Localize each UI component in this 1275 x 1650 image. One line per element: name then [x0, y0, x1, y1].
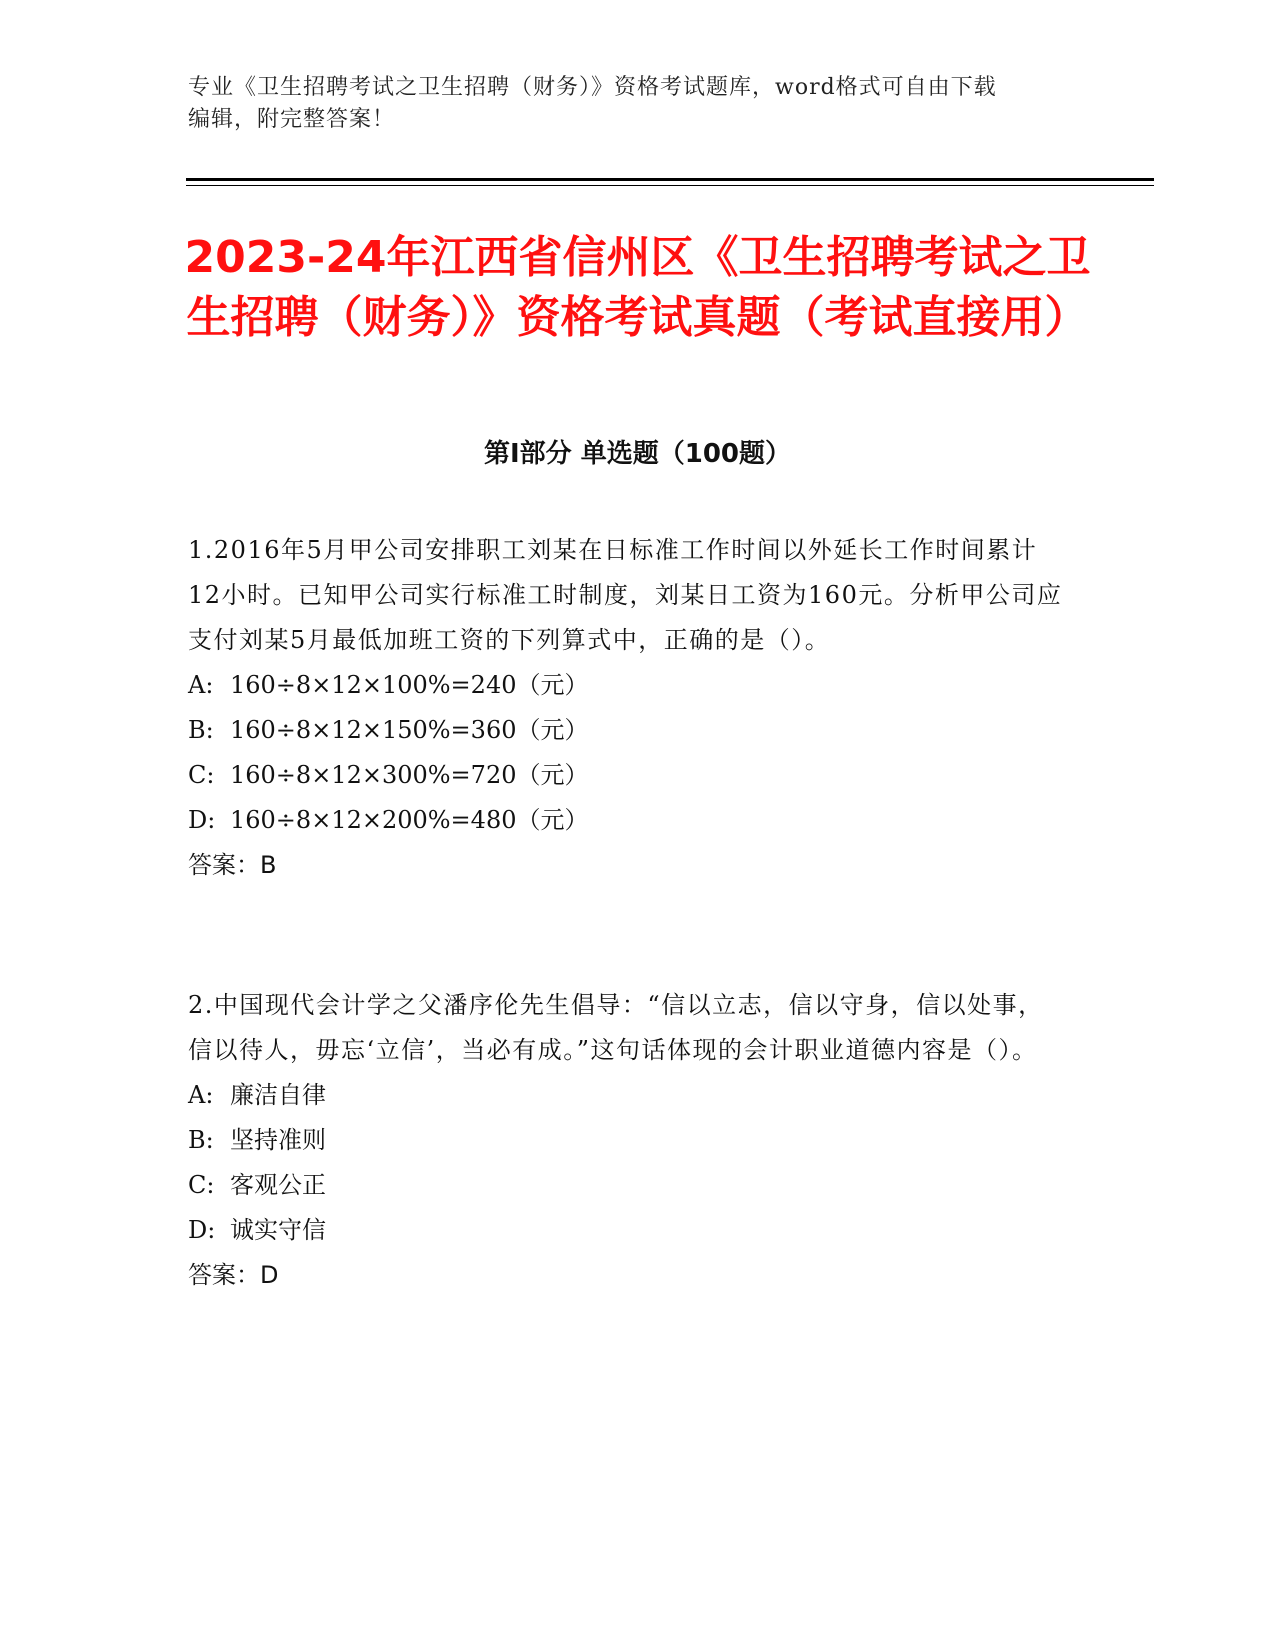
option-a — [188, 1073, 1068, 1118]
header-note-line-1: 专业《卫生招聘考试之卫生招聘（财务）》资格考试题库，word格式可自由下载 — [188, 75, 997, 100]
option-b — [188, 708, 1068, 753]
document-title: 2023-24年江西省信州区《卫生招聘考试之卫生招聘（财务）》资格考试真题（考试直接用） — [184, 232, 1091, 343]
option-letter: B: — [188, 1126, 214, 1154]
section-heading: 第I部分 单选题（100题） — [484, 439, 791, 469]
option-text: 廉洁自律 — [230, 1081, 326, 1109]
option-letter: A: — [188, 671, 214, 699]
option-d — [188, 798, 1068, 843]
option-c — [188, 1163, 1068, 1208]
header-note — [188, 72, 1088, 136]
option-b — [188, 1118, 1068, 1163]
option-list — [188, 1073, 1068, 1253]
option-letter: D: — [188, 806, 216, 834]
option-letter: C: — [188, 761, 215, 789]
option-text: 诚实守信 — [230, 1216, 326, 1244]
header-divider-thick — [186, 178, 1154, 181]
answer-line: 答案：B — [188, 851, 277, 879]
option-text: 160÷8×12×300%=720（元） — [230, 761, 589, 789]
option-letter: C: — [188, 1171, 215, 1199]
question-1 — [188, 528, 1068, 888]
question-2 — [188, 983, 1068, 1298]
header-note-line-2: 编辑，附完整答案！ — [188, 107, 396, 132]
option-d — [188, 1208, 1068, 1253]
option-letter: D: — [188, 1216, 216, 1244]
question-stem: 2.中国现代会计学之父潘序伦先生倡导：“信以立志，信以守身，信以处事，信以待人，毋忘‘立信’，当必有成。”这句话体现的会计职业道德内容是（）。 — [188, 991, 1044, 1064]
option-a — [188, 663, 1068, 708]
option-list — [188, 663, 1068, 843]
option-letter: B: — [188, 716, 214, 744]
question-stem: 1.2016年5月甲公司安排职工刘某在日标准工作时间以外延长工作时间累计12小时。已知甲公司实行标准工时制度，刘某日工资为160元。分析甲公司应支付刘某5月最低加班工资的下列算式中，正确的是（）。 — [188, 536, 1063, 654]
option-letter: A: — [188, 1081, 214, 1109]
option-c — [188, 753, 1068, 798]
option-text: 160÷8×12×100%=240（元） — [230, 671, 589, 699]
option-text: 客观公正 — [230, 1171, 326, 1199]
option-text: 坚持准则 — [230, 1126, 326, 1154]
option-text: 160÷8×12×150%=360（元） — [230, 716, 589, 744]
answer-line: 答案：D — [188, 1261, 279, 1289]
header-divider-thin — [186, 185, 1154, 186]
option-text: 160÷8×12×200%=480（元） — [230, 806, 589, 834]
